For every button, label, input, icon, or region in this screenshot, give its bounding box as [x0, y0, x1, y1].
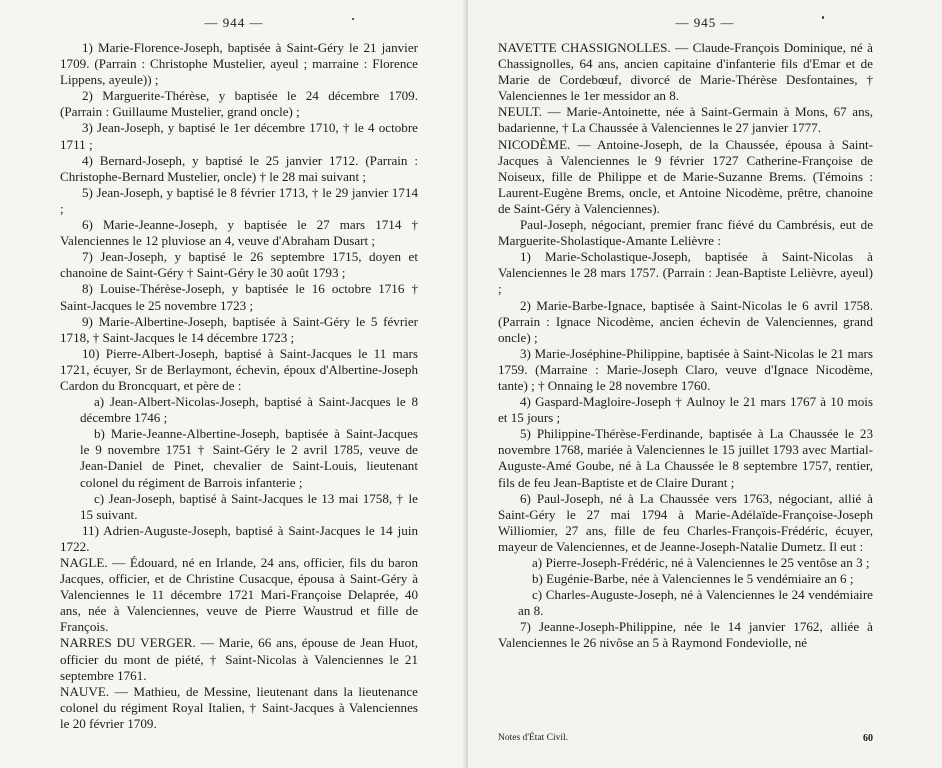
- entry-paragraph: 4) Bernard-Joseph, y baptisé le 25 janvier 1712. (Parrain : Christophe-Bernard Mustelier, oncle) † le 28 mai suivant ;: [60, 152, 418, 184]
- entry-paragraph: Paul-Joseph, négociant, premier franc fiévé du Cambrésis, eut de Marguerite-Sholastique-Amante Lelièvre :: [498, 217, 873, 249]
- left-page-text: [60, 40, 418, 732]
- child-entry: 2) Marie-Barbe-Ignace, baptisée à Saint-Nicolas le 6 avril 1758. (Parrain : Ignace Nicodème, ancien échevin de Valenciennes, grand oncle) ;: [498, 297, 873, 345]
- child-entry: 6) Paul-Joseph, né à La Chaussée vers 1763, négociant, allié à Saint-Géry le 27 mai 1794 à Marie-Adélaïde-Françoise-Joseph Williomier, 27 ans, fille de feu Charles-François-Frédéric, écuyer, mayeur de Valenciennes, et de Jeanne-Joseph-Natalie Dumetz. Il eut :: [498, 490, 873, 554]
- sub-entry: c) Charles-Auguste-Joseph, né à Valenciennes le 24 vendémiaire an 8.: [518, 587, 873, 619]
- entry-paragraph: 1) Marie-Florence-Joseph, baptisée à Saint-Géry le 21 janvier 1709. (Parrain : Christophe Mustelier, ayeul ; marraine : Florence Lippens, ayeule)) ;: [60, 40, 418, 88]
- surname-entry-nagle: NAGLE. — Édouard, né en Irlande, 24 ans, officier, fils du baron Jacques, officier, et de Christine Cusacque, épousa à Saint-Géry à Valenciennes le 11 décembre 1721 Mari-Françoise Delaprée, 40 ans, née à Valenciennes, veuve de Pierre Waustrud et fille de François.: [60, 555, 418, 635]
- page-footer: [498, 733, 873, 744]
- entry-paragraph: 10) Pierre-Albert-Joseph, baptisé à Saint-Jacques le 11 mars 1721, écuyer, Sr de Berlaymont, échevin, époux d'Albertine-Joseph Cardon du Broncquart, et père de :: [60, 345, 418, 393]
- page-number-right: — 945 —: [675, 15, 735, 30]
- sub-entry: a) Jean-Albert-Nicolas-Joseph, baptisé à Saint-Jacques le 8 décembre 1746 ;: [80, 394, 418, 426]
- child-entry: 5) Philippine-Thérèse-Ferdinande, baptisée à La Chaussée le 23 novembre 1768, mariée à Valenciennes le 15 juillet 1793 avec Martial-Auguste-Amé Goube, né à La Chaussée le 8 septembre 1757, rentier, fils de feu Jean-Baptiste et de Claire Durant ;: [498, 426, 873, 490]
- sub-entry: a) Pierre-Joseph-Frédéric, né à Valenciennes le 25 ventôse an 3 ;: [532, 555, 870, 570]
- print-speck: [352, 18, 354, 20]
- surname-entry-nauve: NAUVE. — Mathieu, de Messine, lieutenant dans la lieutenance colonel du régiment Royal Italien, † Saint-Jacques à Valenciennes le 20 février 1709.: [60, 683, 418, 731]
- child-entry: 7) Jeanne-Joseph-Philippine, née le 14 janvier 1762, alliée à Valenciennes le 26 nivôse an 5 à Raymond Fondeviolle, né: [498, 619, 873, 651]
- surname-entry-neult: NEULT. — Marie-Antoinette, née à Saint-Germain à Mons, 67 ans, badarienne, † La Chaussée à Valenciennes le 27 janvier 1777.: [498, 104, 873, 136]
- entry-paragraph: 7) Jean-Joseph, y baptisé le 26 septembre 1715, doyen et chanoine de Saint-Géry † Saint-Géry le 30 août 1793 ;: [60, 249, 418, 281]
- right-page: [468, 0, 942, 768]
- right-page-text: [498, 40, 873, 652]
- entry-paragraph: 11) Adrien-Auguste-Joseph, baptisé à Saint-Jacques le 14 juin 1722.: [60, 522, 418, 554]
- entry-paragraph: 5) Jean-Joseph, y baptisé le 8 février 1713, † le 29 janvier 1714 ;: [60, 184, 418, 216]
- entry-paragraph: 8) Louise-Thérèse-Joseph, y baptisée le 16 octobre 1716 † Saint-Jacques le 25 novembre 1723 ;: [60, 281, 418, 313]
- left-page: [0, 0, 468, 768]
- entry-paragraph: 2) Marguerite-Thérèse, y baptisée le 24 décembre 1709. (Parrain : Guillaume Mustelier, grand oncle) ;: [60, 88, 418, 120]
- entry-paragraph: 6) Marie-Jeanne-Joseph, y baptisée le 27 mars 1714 † Valenciennes le 12 pluviose an 4, veuve d'Abraham Dusart ;: [60, 217, 418, 249]
- surname-entry-narres: NARRES DU VERGER. — Marie, 66 ans, épouse de Jean Huot, officier du mont de piété, † Saint-Nicolas à Valenciennes le 21 septembre 1761.: [60, 635, 418, 683]
- surname-entry-navette: NAVETTE CHASSIGNOLLES. — Claude-François Dominique, né à Chassignolles, 64 ans, ancien capitaine d'infanterie fils d'Emar et de Marie de Cordebœuf, divorcé de Marie-Thérèse Desfontaines, † Valenciennes le 1er messidor an 8.: [498, 40, 873, 104]
- entry-paragraph: 3) Jean-Joseph, y baptisé le 1er décembre 1710, † le 4 octobre 1711 ;: [60, 120, 418, 152]
- surname-entry-nicodeme: NICODÈME. — Antoine-Joseph, de la Chaussée, épousa à Saint-Jacques à Valenciennes le 9 février 1727 Catherine-Françoise de Noiseux, fille de Philippe et de Marie-Suzanne Brems. (Témoins : Laurent-Eugène Brems, oncle, et Antoine Nicodème, prêtre, chanoine de Saint-Géry à Valenciennes).: [498, 136, 873, 216]
- page-number-left: — 944 —: [204, 15, 264, 30]
- print-speck: [822, 16, 824, 19]
- signature-number: 60: [863, 733, 873, 744]
- footer-title: Notes d'État Civil.: [498, 733, 569, 743]
- child-entry: 3) Marie-Joséphine-Philippine, baptisée à Saint-Nicolas le 21 mars 1759. (Marraine : Marie-Joseph Claro, veuve d'Ignace Nicodème, tante) ; † Onnaing le 28 novembre 1760.: [498, 345, 873, 393]
- child-entry: 4) Gaspard-Magloire-Joseph † Aulnoy le 21 mars 1767 à 10 mois et 15 jours ;: [498, 394, 873, 426]
- sub-entry: c) Jean-Joseph, baptisé à Saint-Jacques le 13 mai 1758, † le 15 suivant.: [80, 490, 418, 522]
- entry-paragraph: 9) Marie-Albertine-Joseph, baptisée à Saint-Géry le 5 février 1718, † Saint-Jacques le 14 décembre 1723 ;: [60, 313, 418, 345]
- sub-entry: b) Marie-Jeanne-Albertine-Joseph, baptisée à Saint-Jacques le 9 novembre 1751 † Saint-Géry le 2 avril 1785, veuve de Jean-Daniel de Pinet, chevalier de Saint-Louis, lieutenant colonel du régiment de Barrois infanterie ;: [80, 426, 418, 490]
- sub-entry: b) Eugénie-Barbe, née à Valenciennes le 5 vendémiaire an 6 ;: [532, 571, 854, 587]
- child-entry: 1) Marie-Scholastique-Joseph, baptisée à Saint-Nicolas à Valenciennes le 28 mars 1757. (Parrain : Jean-Baptiste Lelièvre, ayeul) ;: [498, 249, 873, 297]
